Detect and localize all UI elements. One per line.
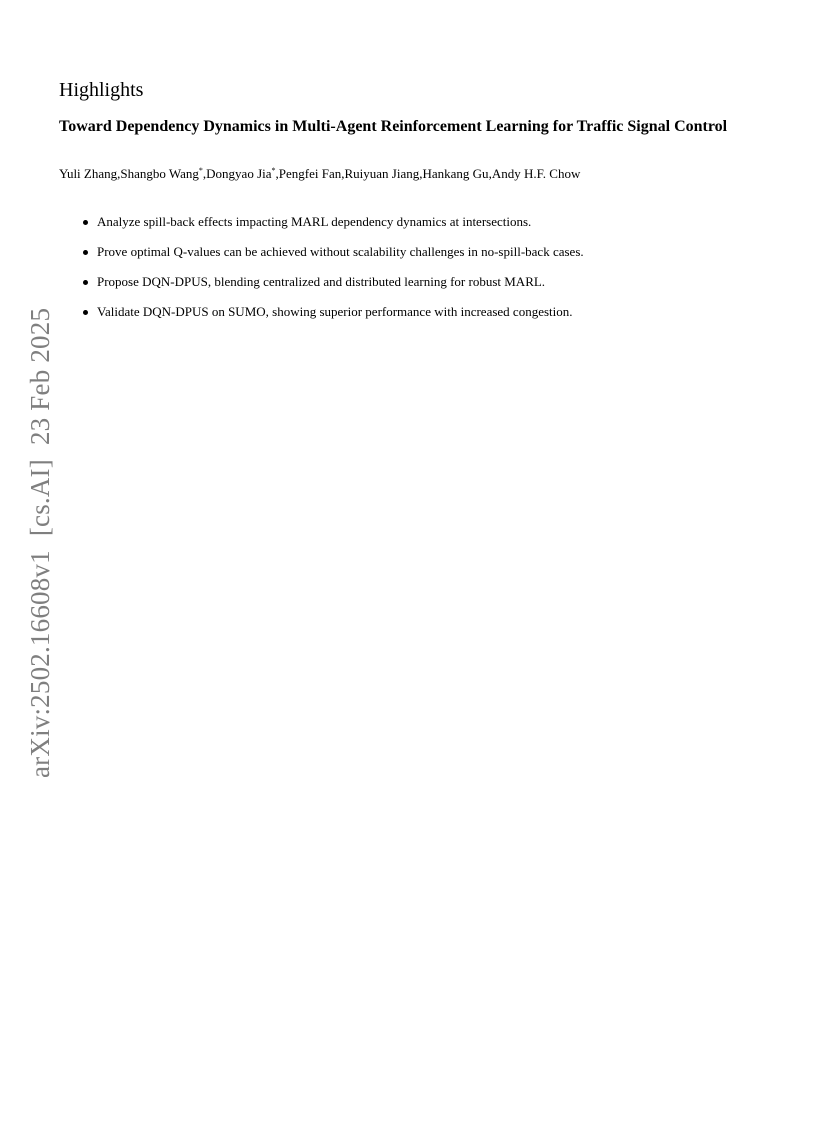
bullet-icon	[83, 310, 88, 315]
highlight-item	[79, 303, 584, 333]
highlight-text: Prove optimal Q-values can be achieved without scalability challenges in no-spill-back cases.	[97, 244, 584, 259]
paper-title: Toward Dependency Dynamics in Multi-Agent Reinforcement Learning for Traffic Signal Control	[59, 118, 728, 135]
author: Yuli Zhang	[59, 166, 118, 181]
arxiv-id: arXiv:2502.16608v1	[25, 550, 55, 778]
highlight-item	[79, 243, 584, 273]
arxiv-sidebar-stamp	[27, 308, 54, 778]
author: Andy H.F. Chow	[491, 166, 581, 181]
highlight-text: Analyze spill-back effects impacting MARL dependency dynamics at intersections.	[97, 214, 532, 229]
highlight-text: Propose DQN-DPUS, blending centralized and distributed learning for robust MARL.	[97, 274, 546, 289]
author: Pengfei Fan	[278, 166, 342, 181]
highlight-item	[79, 213, 584, 243]
author: Shangbo Wang	[120, 166, 199, 181]
bullet-icon	[83, 220, 88, 225]
highlight-text: Validate DQN-DPUS on SUMO, showing superior performance with increased congestion.	[97, 304, 573, 319]
arxiv-date: 23 Feb 2025	[25, 307, 55, 446]
bullet-icon	[83, 250, 88, 255]
corresponding-author-mark: *	[271, 166, 276, 175]
author: Hankang Gu	[422, 166, 489, 181]
author: Ruiyuan Jiang	[344, 166, 420, 181]
highlights-heading: Highlights	[59, 79, 144, 101]
author-list: Yuli Zhang,Shangbo Wang*,Dongyao Jia*,Pengfei Fan,Ruiyuan Jiang,Hankang Gu,Andy H.F. Chow	[59, 166, 581, 181]
highlight-item	[79, 273, 584, 303]
highlights-list	[79, 213, 584, 333]
arxiv-category: [cs.AI]	[25, 459, 55, 537]
author: Dongyao Jia	[206, 166, 272, 181]
bullet-icon	[83, 280, 88, 285]
corresponding-author-mark: *	[198, 166, 203, 175]
